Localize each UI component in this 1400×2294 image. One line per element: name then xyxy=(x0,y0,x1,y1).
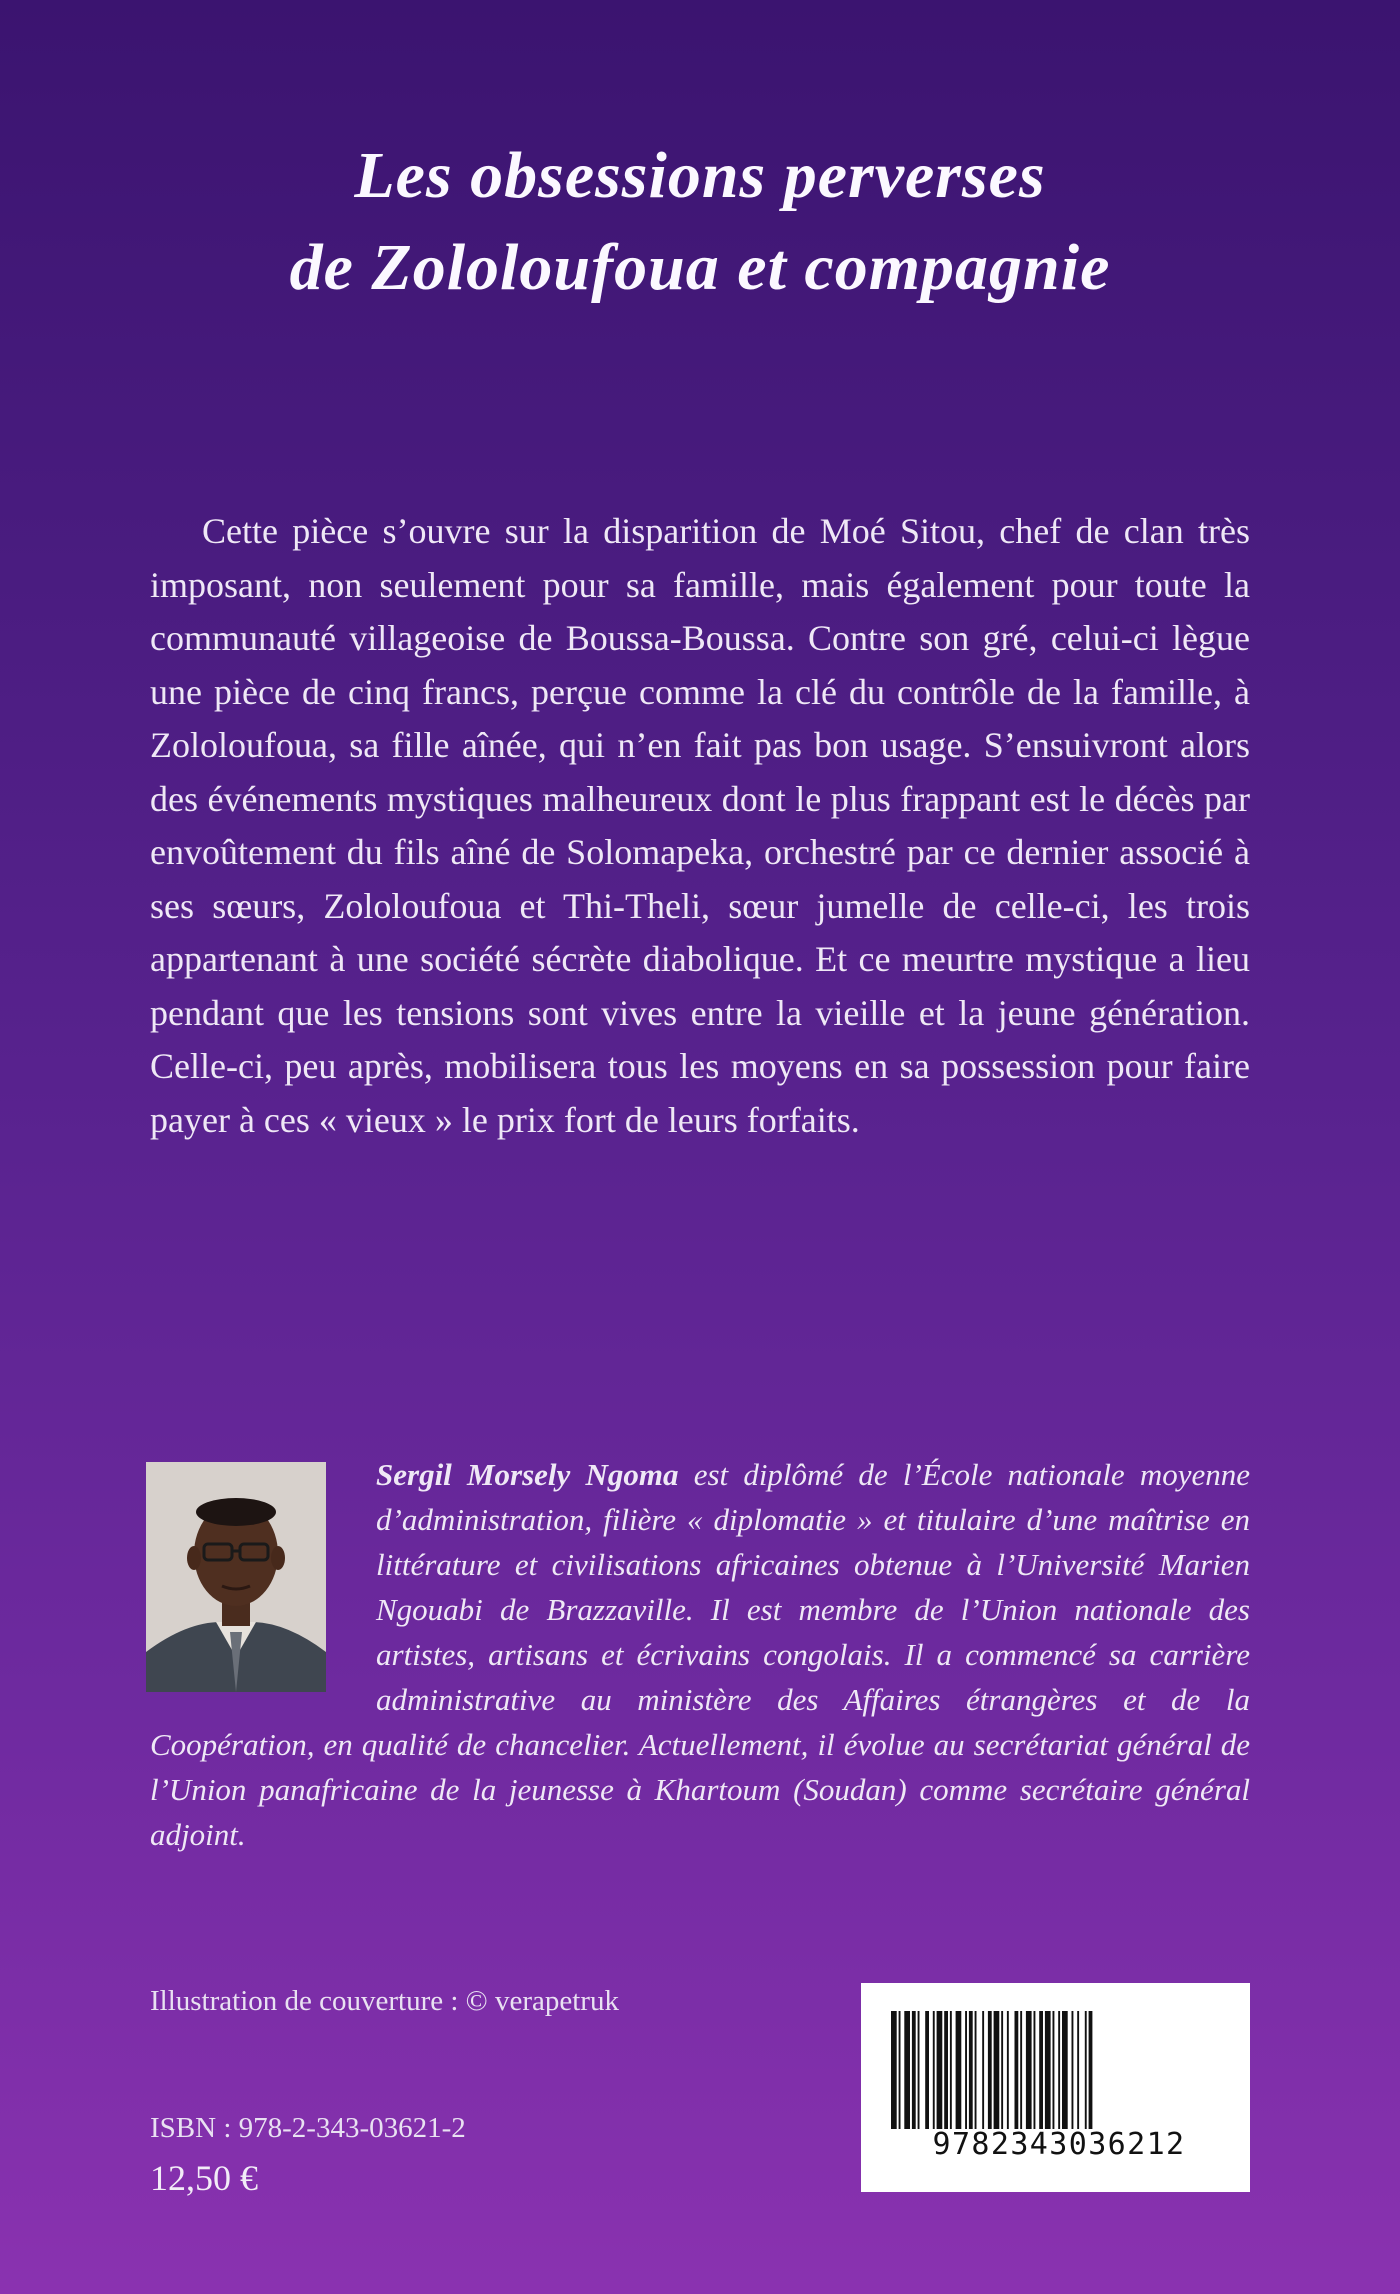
synopsis: Cette pièce s’ouvre sur la disparition de Moé Sitou, chef de clan très imposant, non seulement pour sa famille, mais également pour toute la communauté villageoise de Boussa-Boussa. Contre son gré, celui-ci lègue une pièce de cinq francs, perçue comme la clé du contrôle de la famille, à Zololoufoua, sa fille aînée, qui n’en fait pas bon usage. S’ensuivront alors des événements mystiques malheureux dont le plus frappant est le décès par envoûtement du fils aîné de Solomapeka, orchestré par ce dernier associé à ses sœurs, Zololoufoua et Thi-Theli, sœur jumelle de celle-ci, les trois appartenant à une société sécrète diabolique. Et ce meurtre mystique a lieu pendant que les tensions sont vives entre la vieille et la jeune génération. Celle-ci, peu après, mobilisera tous les moyens en sa possession pour faire payer à ces « vieux » le prix fort de leurs forfaits. xyxy=(150,511,1250,1140)
barcode-bars xyxy=(891,2011,1221,2129)
book-title-line-2: de Zololoufoua et compagnie xyxy=(289,231,1111,304)
barcode-digits: 9782343036212 xyxy=(932,2127,1186,2162)
book-title-line-1: Les obsessions perverses xyxy=(354,139,1046,212)
illustration-credit: Illustration de couverture : © verapetruk xyxy=(150,1985,619,2017)
author-biography xyxy=(150,1452,1250,1857)
barcode xyxy=(861,1983,1250,2192)
price: 12,50 € xyxy=(150,2158,258,2198)
photo-spacer xyxy=(150,1452,376,1722)
book-title xyxy=(120,130,1280,314)
author-bio-text: est diplômé de l’École nationale moyenne d’administration, filière « diplomatie » et titulaire d’une maîtrise en littérature et civilisations africaines obtenue à l’Université Marien Ngouabi de Brazzaville. Il est membre de l’Union nationale des artistes, artisans et écrivains congolais. Il a commencé sa carrière administrative au ministère des Affaires étrangères et de la Coopération, en qualité de chancelier. Actuellement, il évolue au secrétariat général de l’Union panafricaine de la jeunesse à Khartoum (Soudan) comme secrétaire général adjoint. xyxy=(150,1457,1250,1852)
isbn: ISBN : 978-2-343-03621-2 xyxy=(150,2112,466,2144)
author-name: Sergil Morsely Ngoma xyxy=(376,1457,679,1492)
